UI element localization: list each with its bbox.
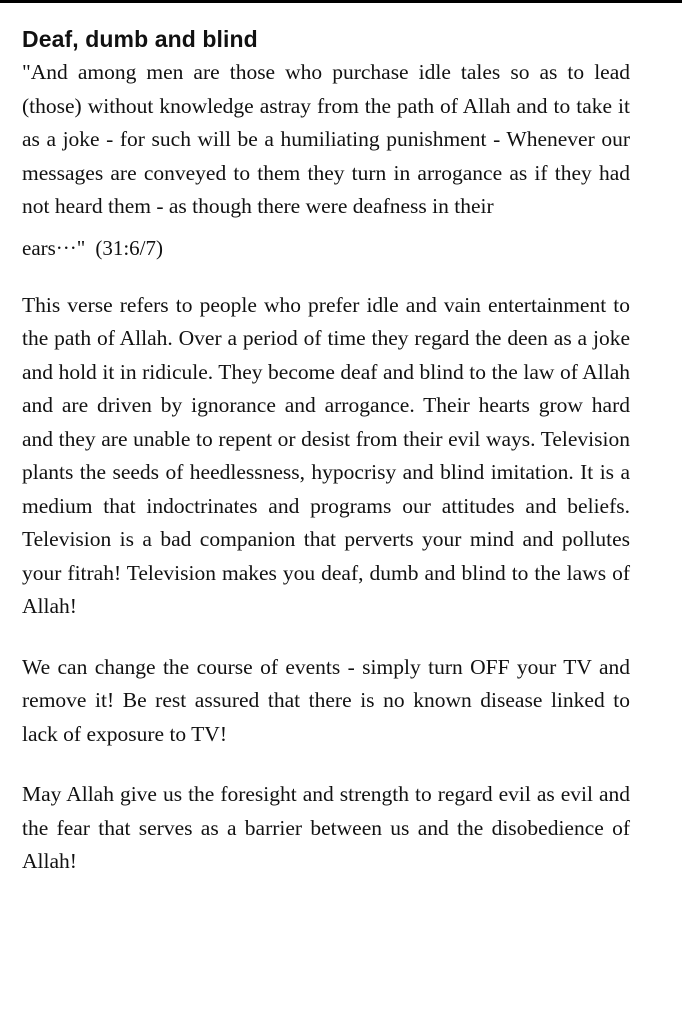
- paragraph-closing-prayer: May Allah give us the foresight and strength to regard evil as evil and the fear that serves as a barrier between us and the disobedience of Allah!: [22, 782, 630, 873]
- paragraph-commentary: This verse refers to people who prefer idle and vain entertainment to the path of Allah. Over a period of time they regard the deen as a joke and hold it in ridicule. They become deaf and blind to the law of Allah and are driven by ignorance and arrogance. Their hearts grow hard and they are unable to repent or desist from their evil ways. Television plants the seeds of heedlessness, hypocrisy and blind imitation. It is a medium that indoctrinates and programs our attitudes and beliefs. Television is a bad companion that perverts your mind and pollutes your fitrah! Television makes you deaf, dumb and blind to the laws of Allah!: [22, 292, 630, 618]
- top-rule: [0, 0, 682, 3]
- article-title: Deaf, dumb and blind: [22, 26, 258, 52]
- quote-ending: ears···": [22, 235, 86, 260]
- quote-text: "And among men are those who purchase idle tales so as to lead (those) without knowledge astray from the path of Allah and to take it as a joke - for such will be a humiliating punishment - Whenever our messages are conveyed to them they turn in arrogance as if they had not heard them - as though there were deafness in their: [22, 60, 630, 218]
- quote-block: [22, 56, 630, 262]
- quote-reference: (31:6/7): [95, 235, 164, 260]
- paragraph-call-to-action: We can change the course of events - simply turn OFF your TV and remove it! Be rest assured that there is no known disease linked to lack of exposure to TV!: [22, 654, 630, 746]
- article: [22, 24, 630, 879]
- quote-ending-line: [22, 234, 630, 262]
